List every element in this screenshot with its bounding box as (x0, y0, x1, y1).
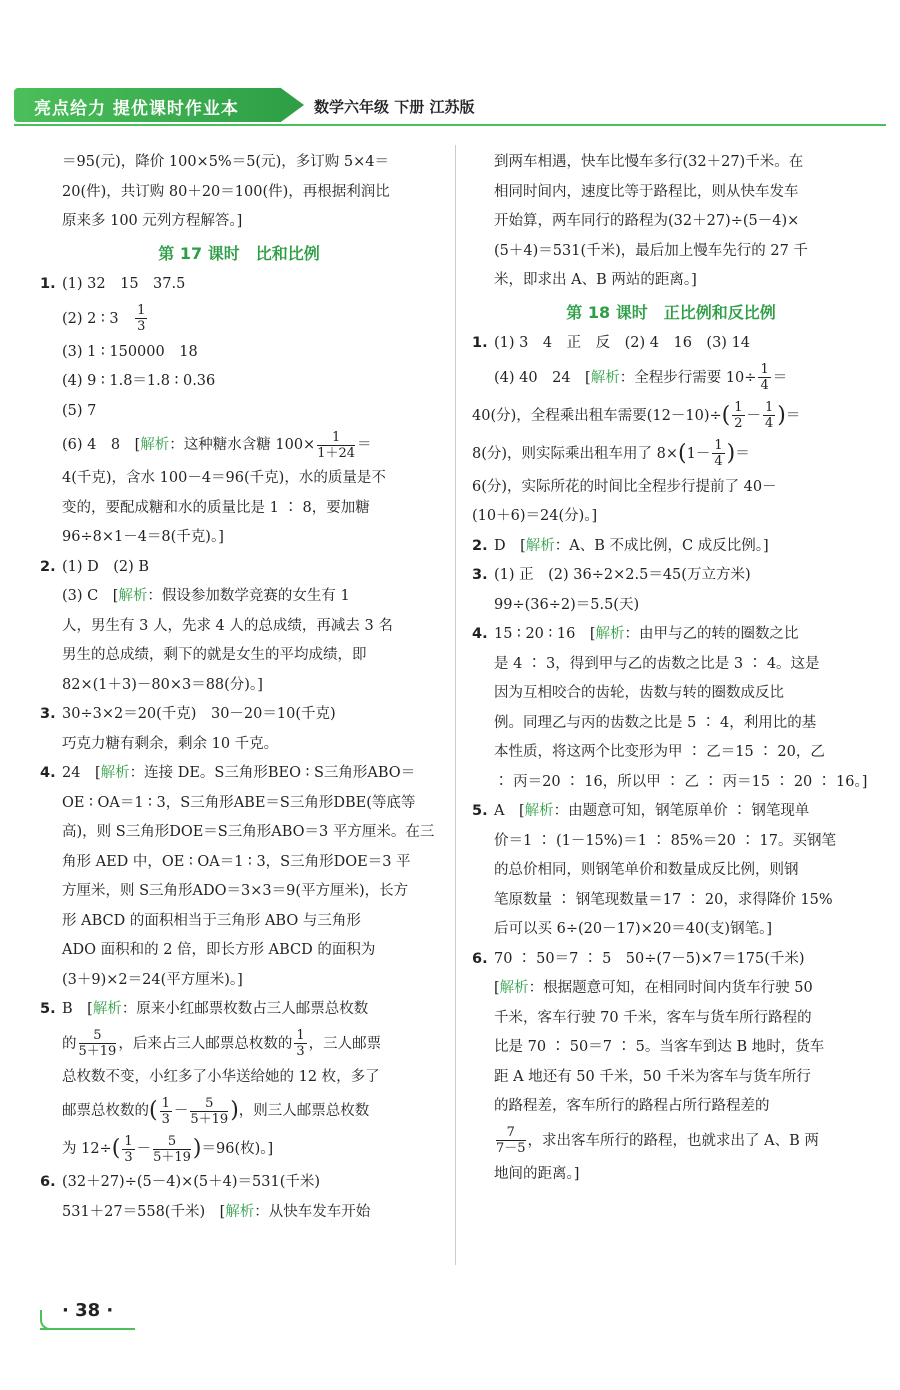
text-line: 的 $\frac{5}{5+19}$ ，后来占三人邮票总枚数的 $\frac{1}{3}$ ，三人邮票 (62, 1028, 382, 1059)
fraction: $\frac{7}{7-5}$ (496, 1125, 526, 1156)
text-line: 99÷(36÷2)＝5.5(天) (494, 596, 640, 613)
text-line: 6(分)，实际所花的时间比全程步行提前了 40－ (472, 478, 777, 495)
text-line: 笔原数量 ∶ 钢笔现数量＝17 ∶ 20，求得降价 15% (494, 891, 833, 908)
section-title-17: 第 17 课时 比和比例 (158, 243, 320, 263)
section-title-18: 第 18 课时 正比例和反比例 (566, 302, 776, 322)
q1-answer-2 (40, 300, 438, 338)
left-column (40, 148, 438, 1227)
text-line: (10＋6)＝24(分)。] (472, 508, 598, 524)
answer-text: (3) 1 ∶ 150000 18 (62, 343, 198, 360)
text-line: 为 12÷( $\frac{1}{3}$ － $\frac{5}{5+19}$ )＝96(枚)。] (62, 1133, 274, 1165)
text-line: 82×(1＋3)－80×3＝88(分)。] (62, 676, 263, 693)
q2-answer: 2. (1) D (2) B (40, 553, 438, 583)
page-number-badge (40, 1298, 135, 1330)
text-line: 相同时间内，速度比等于路程比，则从快车发车 (494, 183, 799, 200)
answer-text: (2) 2 ∶ 3 (62, 310, 119, 327)
page-header (14, 88, 886, 126)
analysis-tag: 解析 (100, 765, 130, 781)
text-line: 4(千克)，含水 100－4＝96(千克)，水的质量是不 (62, 470, 386, 486)
text-line: 到两车相遇，快车比慢车多行(32＋27)千米。在 (494, 154, 804, 170)
text-line: 因为互相咬合的齿轮，齿数与转的圈数成反比 (494, 685, 784, 701)
text-line: 角形 AED 中，OE ∶ OA＝1 ∶ 3，S三角形DOE＝3 平 (62, 853, 411, 870)
text-line: 价＝1 ∶ (1－15%)＝1 ∶ 85%＝20 ∶ 17。买钢笔 (494, 832, 837, 849)
q1-answer (40, 270, 438, 300)
text-line: 男生的总成绩，剩下的就是女生的平均成绩，即 (62, 647, 367, 663)
text-line: ADO 面积和的 2 倍，即长方形 ABCD 的面积为 (62, 942, 376, 958)
fraction: $\frac{1}{3}$ (137, 303, 146, 334)
text-line: 20(件)，共订购 80＋20＝100(件)，再根据利润比 (62, 183, 390, 200)
text-line: 531＋27＝558(千米) [解析：从快车发车开始 (62, 1203, 371, 1220)
fraction: $\frac{1}{2}$ (734, 400, 743, 431)
q5-answer: 5. A [解析：由题意可知，钢笔原单价 ∶ 钢笔现单 (472, 797, 870, 827)
text-line: 比是 70 ∶ 50＝7 ∶ 5。当客车到达 B 地时，货车 (494, 1039, 825, 1055)
text-line: 开始算，两车同行的路程为(32＋27)÷(5－4)× (494, 213, 800, 229)
text-line: 方厘米，则 S三角形ADO＝3×3＝9(平方厘米)，长方 (62, 883, 409, 899)
question-number: 6. (472, 950, 488, 967)
analysis-tag: 解析 (499, 980, 529, 996)
q6-answer: 6. (32＋27)÷(5－4)×(5＋4)＝531(千米) (40, 1168, 438, 1198)
question-number: 5. (472, 803, 488, 819)
text-line: 距 A 地还有 50 千米，50 千米为客车与货车所行 (494, 1068, 811, 1085)
text-line: ＝95(元)，降价 100×5%＝5(元)，多订购 5×4＝ (62, 154, 389, 170)
book-brand: 亮点给力 提优课时作业本 (34, 99, 239, 119)
fraction: $\frac{1}{4}$ (765, 400, 774, 431)
text-line: (4) 40 24 [解析：全程步行需要 10÷ $\frac{1}{4}$ ＝ (494, 362, 788, 393)
analysis-tag: 解析 (140, 437, 170, 453)
q4-answer: 4. 24 [解析：连接 DE。S三角形BEO ∶ S三角形ABO＝ (40, 759, 438, 789)
analysis-tag: 解析 (225, 1203, 255, 1220)
analysis-tag: 解析 (590, 369, 620, 386)
question-number: 2. (472, 537, 488, 554)
q3-answer: 3. (1) 正 (2) 36÷2×2.5＝45(万立方米) (472, 561, 870, 591)
right-column (472, 148, 870, 1189)
question-number: 4. (472, 626, 488, 642)
fraction: $\frac{1}{3}$ (124, 1133, 133, 1165)
analysis-tag: 解析 (92, 1001, 122, 1017)
text-line: 人，男生有 3 人，先求 4 人的总成绩，再减去 3 名 (62, 617, 393, 634)
text-line: 高)，则 S三角形DOE＝S三角形ABO＝3 平方厘米。在三 (62, 824, 435, 840)
text-line: OE ∶ OA＝1 ∶ 3，S三角形ABE＝S三角形DBE(等底等 (62, 794, 416, 811)
q1-answer: 1. (1) 3 4 正 反 (2) 4 16 (3) 14 (472, 329, 870, 359)
question-number: 6. (40, 1174, 56, 1190)
text-line: 后可以买 6÷(20－17)×20＝40(支)钢笔。] (494, 921, 772, 937)
text-line: $\frac{7}{7-5}$ ，求出客车所行的路程，也就求出了 A、B 两 (496, 1125, 819, 1156)
q2-answer-3: (3) C [解析：假设参加数学竞赛的女生有 1 (62, 588, 350, 604)
fraction: $\frac{5}{5+19}$ (190, 1095, 229, 1127)
book-subtitle: 数学六年级 下册 江苏版 (314, 98, 475, 116)
question-number: 4. (40, 765, 56, 781)
q5-answer: 5. B [解析：原来小红邮票枚数占三人邮票总枚数 (40, 995, 438, 1025)
fraction: $\frac{1}{4}$ (760, 362, 769, 393)
question-number: 1. (472, 335, 488, 351)
text-line: 原来多 100 元列方程解答。] (62, 213, 243, 229)
header-rule (14, 124, 886, 126)
text-line: 总枚数不变，小红多了小华送给她的 12 枚，多了 (62, 1068, 380, 1085)
analysis-tag: 解析 (524, 803, 554, 819)
answer-text: (5) 7 (62, 402, 97, 419)
analysis-tag: 解析 (525, 537, 555, 554)
question-number: 3. (472, 567, 488, 583)
answer-text: (4) 9 ∶ 1.8＝1.8 ∶ 0.36 (62, 373, 216, 389)
text-line: [解析：根据题意可知，在相同时间内货车行驶 50 (494, 980, 813, 996)
fraction: $\frac{5}{5+19}$ (153, 1133, 191, 1165)
text-line: 变的，要配成糖和水的质量比是 1 ∶ 8，要加糖 (62, 499, 370, 516)
text-line: 8(分)，则实际乘出租车用了 8×(1－ $\frac{1}{4}$ )＝ (472, 438, 750, 469)
page-number: · 38 · (62, 1300, 114, 1321)
text-line: 地间的距离。] (494, 1165, 580, 1182)
text-line: 形 ABCD 的面积相当于三角形 ABO 与三角形 (62, 912, 361, 929)
question-number: 1. (40, 276, 56, 292)
q1-answer-6: (6) 4 8 [解析：这种糖水含糖 100× $\frac{1}{1+24}$ ＝ (62, 429, 372, 461)
text-line: ∶ 丙＝20 ∶ 16，所以甲 ∶ 乙 ∶ 丙＝15 ∶ 20 ∶ 16。] (494, 773, 868, 790)
text-line: 是 4 ∶ 3，得到甲与乙的齿数之比是 3 ∶ 4。这是 (494, 655, 820, 672)
page-rule (40, 1328, 135, 1330)
text-line: 例。同理乙与丙的齿数之比是 5 ∶ 4，利用比的基 (494, 714, 817, 731)
text-line: 40(分)，全程乘出租车需要(12－10)÷( $\frac{1}{2}$ － $\frac{1}{4}$ )＝ (472, 400, 801, 431)
text-line: 的路程差，客车所行的路程占所行路程差的 (494, 1098, 770, 1114)
question-number: 2. (40, 558, 56, 575)
analysis-tag: 解析 (118, 588, 148, 604)
text-line: 96÷8×1－4＝8(千克)。] (62, 529, 224, 545)
text-line: (3＋9)×2＝24(平方厘米)。] (62, 971, 243, 988)
analysis-tag: 解析 (595, 626, 625, 642)
answer-text: (1) 32 15 37.5 (62, 276, 186, 292)
text-line: 米，即求出 A、B 两站的距离。] (494, 272, 697, 288)
fraction: $\frac{1}{3}$ (161, 1095, 170, 1127)
text-line: 的总价相同，则钢笔单价和数量成反比例，则钢 (494, 862, 799, 878)
page-curve-decoration (40, 1310, 58, 1330)
fraction: $\frac{1}{4}$ (714, 438, 723, 469)
question-number: 5. (40, 1001, 56, 1017)
text-line: 巧克力糖有剩余，剩余 10 千克。 (62, 735, 279, 752)
text-line: 邮票总枚数的( $\frac{1}{3}$ － $\frac{5}{5+19}$ )，则三人邮票总枚数 (62, 1095, 370, 1127)
q3-answer: 3. 30÷3×2＝20(千克) 30－20＝10(千克) (40, 700, 438, 730)
q4-answer: 4. 15 ∶ 20 ∶ 16 [解析：由甲与乙的转的圈数之比 (472, 620, 870, 650)
fraction: $\frac{1}{1+24}$ (317, 429, 356, 461)
fraction: $\frac{1}{3}$ (296, 1028, 305, 1059)
fraction: $\frac{5}{5+19}$ (78, 1028, 117, 1059)
question-number: 3. (40, 706, 56, 722)
text-line: (5＋4)＝531(千米)，最后加上慢车先行的 27 千 (494, 242, 808, 259)
column-divider (455, 145, 456, 1265)
text-line: 本性质，将这两个比变形为甲 ∶ 乙＝15 ∶ 20，乙 (494, 744, 825, 760)
text-line: 千米，客车行驶 70 千米，客车与货车所行路程的 (494, 1009, 812, 1026)
q2-answer: 2. D [解析：A、B 不成比例，C 成反比例。] (472, 532, 870, 562)
q6-answer: 6. 70 ∶ 50＝7 ∶ 5 50÷(7－5)×7＝175(千米) (472, 945, 870, 975)
